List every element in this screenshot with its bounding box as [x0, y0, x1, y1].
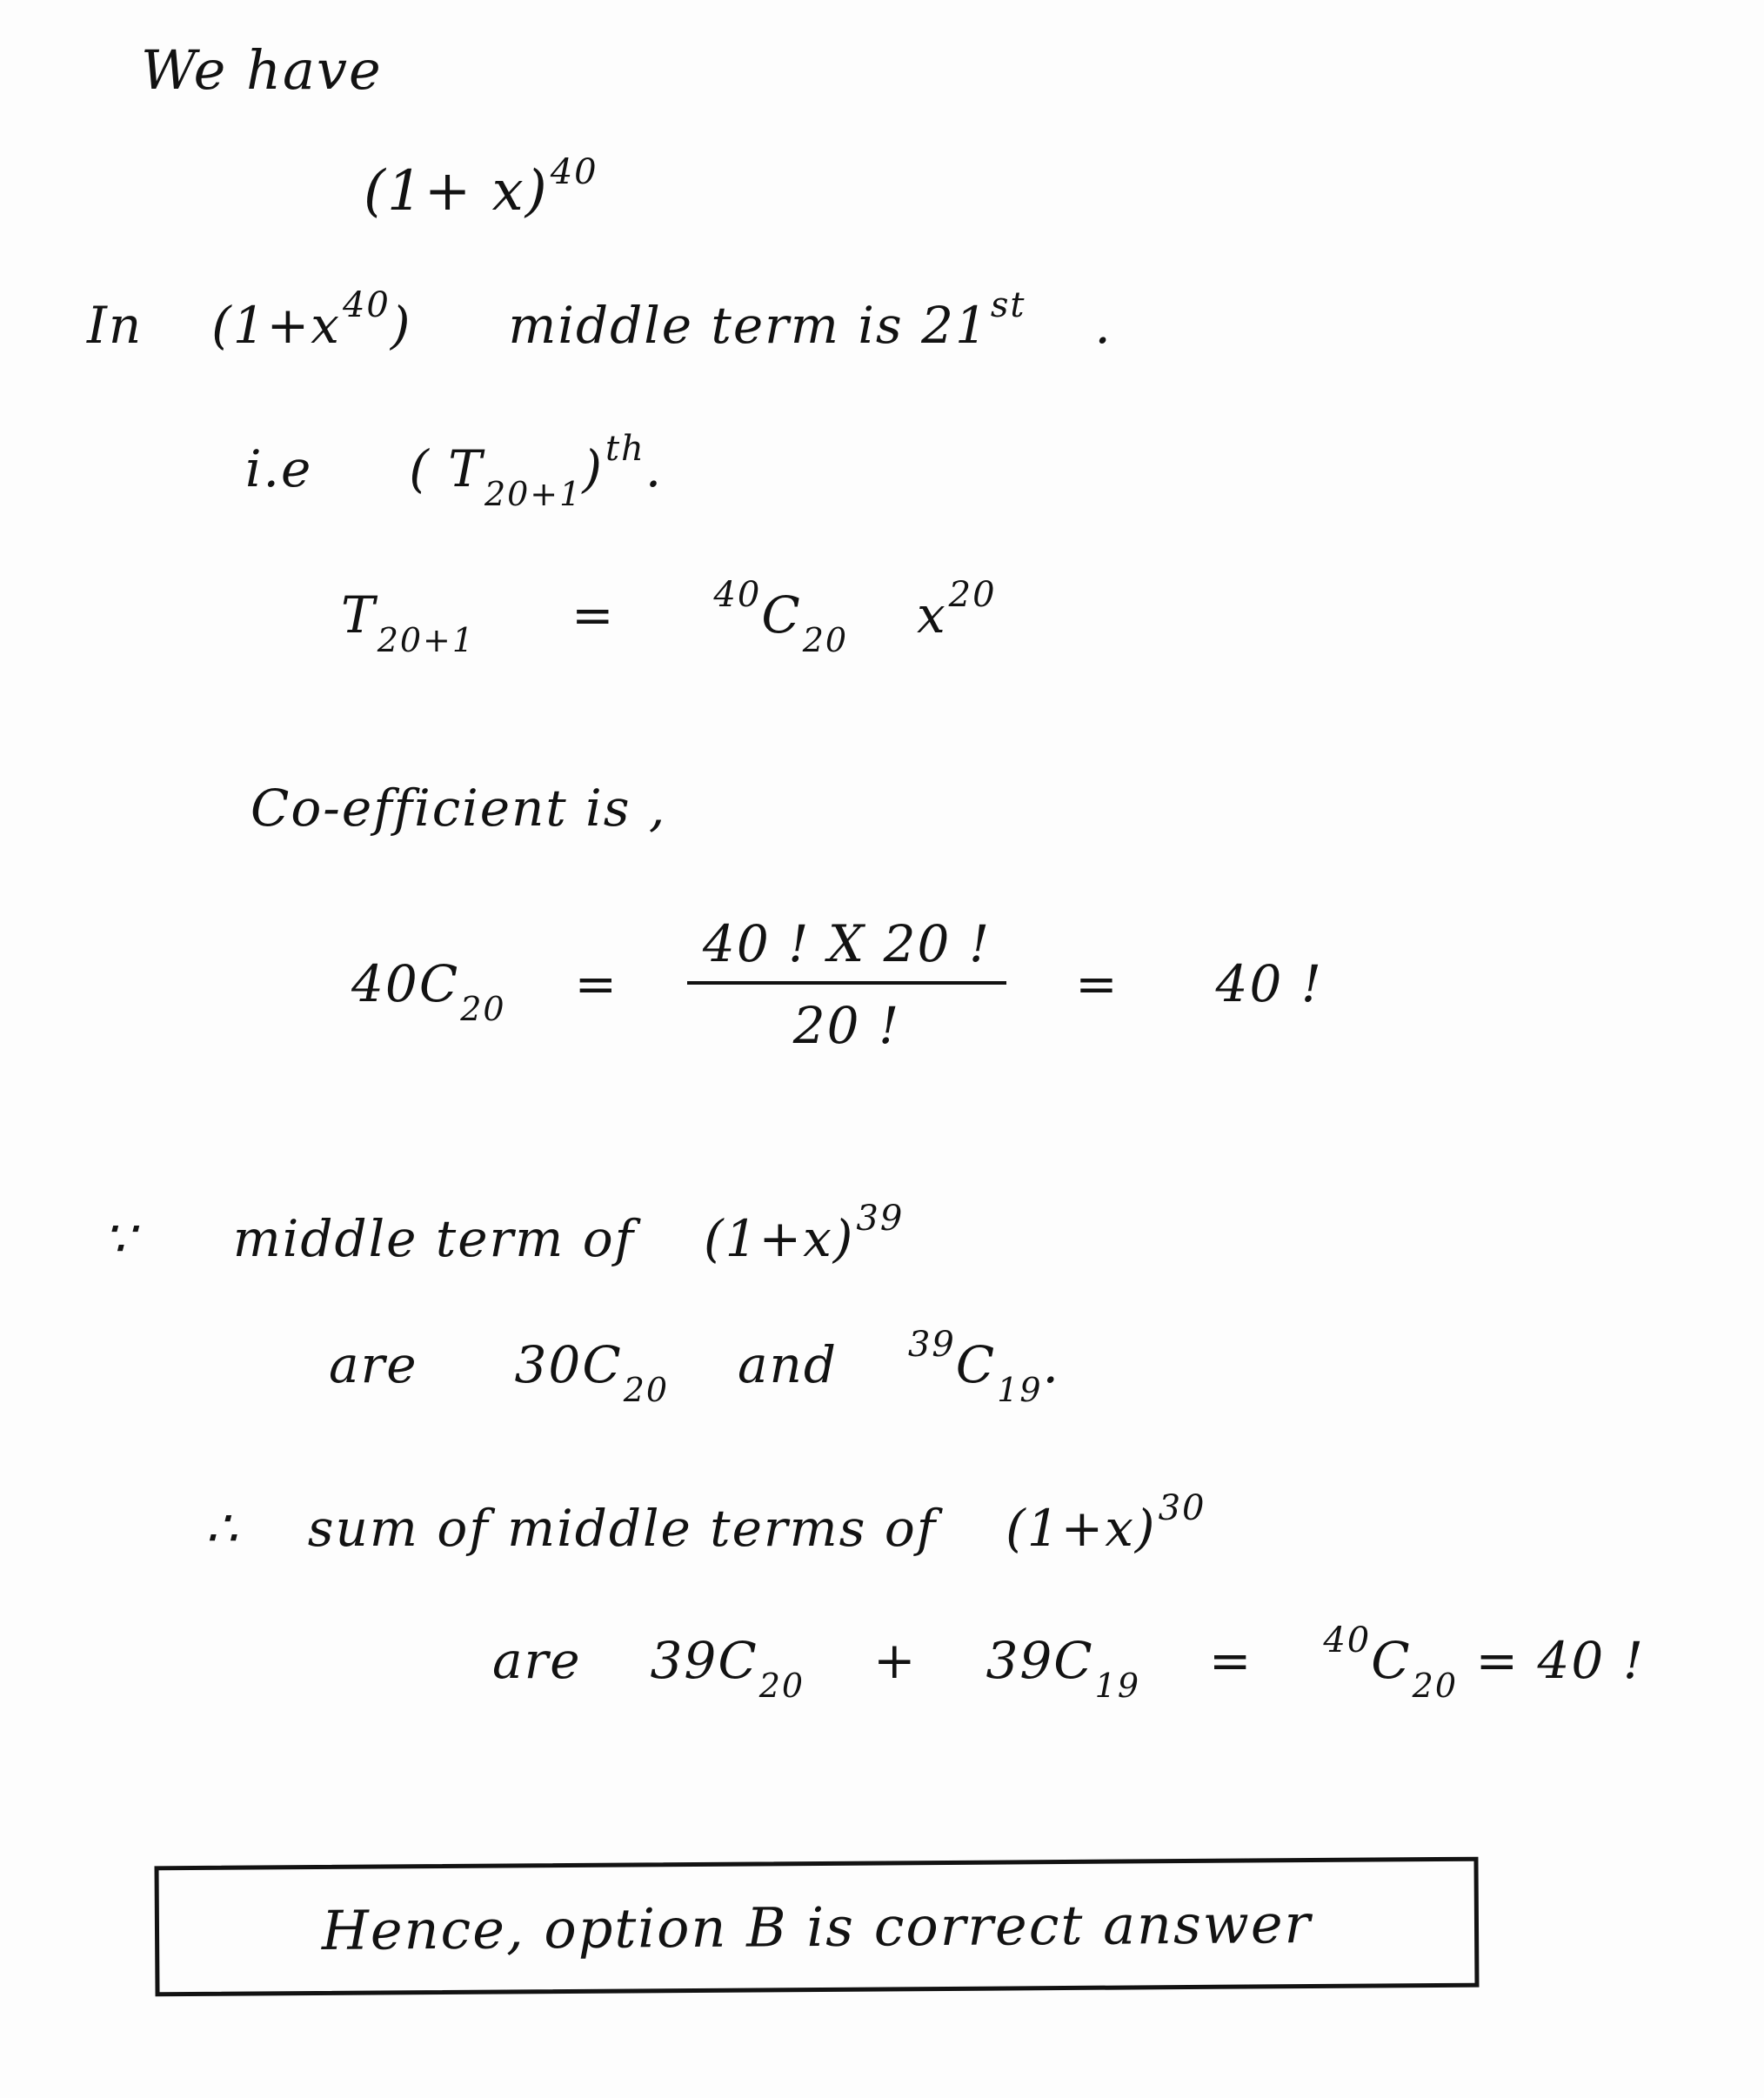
coefficient-label-text: Co-efficient is ,: [251, 778, 667, 838]
term-equals: =: [571, 585, 616, 645]
are-word: are: [329, 1335, 418, 1394]
sum-a-k: 20: [758, 1667, 805, 1705]
sum-equals-1: =: [1208, 1631, 1253, 1690]
therefore-expr: (1+x): [1006, 1499, 1157, 1558]
sum-a-C: C: [718, 1631, 758, 1690]
coefficient-equation: [351, 914, 1324, 1055]
term-T: T: [341, 585, 377, 645]
coefficient-label: [251, 778, 667, 838]
therefore-power: 30: [1158, 1488, 1206, 1528]
term-n: 40: [713, 575, 762, 615]
expression-base: (1+ x): [364, 159, 549, 224]
sum-c-C: C: [1371, 1631, 1412, 1690]
sum-equation: [492, 1620, 1646, 1705]
are-a-n: 30: [514, 1335, 583, 1394]
ie-term-statement: [245, 429, 664, 513]
ie-prefix: i.e: [245, 439, 313, 498]
ie-term-sub: 20+1: [484, 475, 583, 513]
coef-numerator: 40 ! X 20 !: [687, 919, 1006, 985]
because-expr: (1+x): [703, 1209, 855, 1268]
answer-box: [154, 1857, 1479, 1997]
coef-lhs-n: 40: [351, 954, 419, 1014]
in-expr-power: 40: [342, 285, 391, 325]
are-a-C: C: [582, 1335, 623, 1394]
coef-denominator: 20 !: [792, 996, 901, 1055]
in-expr-close: ): [390, 296, 412, 355]
expression-power: 40: [550, 152, 598, 192]
coef-lhs-k: 20: [460, 990, 506, 1029]
general-term-equation: [341, 575, 997, 659]
coef-lhs-C: C: [418, 954, 460, 1014]
in-end: .: [1094, 296, 1113, 355]
because-statement: [103, 1199, 905, 1268]
are-a-k: 20: [623, 1371, 670, 1409]
middle-terms-list: [329, 1325, 1060, 1409]
are-b-n: 39: [907, 1325, 956, 1365]
term-x-power: 20: [948, 575, 997, 615]
coef-equals-2: =: [1075, 954, 1119, 1014]
therefore-text: sum of middle terms of: [307, 1499, 938, 1558]
sum-b-n: 39: [986, 1631, 1054, 1690]
coef-fraction: [687, 914, 1006, 1055]
therefore-statement: [205, 1488, 1206, 1558]
term-C: C: [761, 585, 802, 645]
term-x: x: [916, 585, 947, 645]
sum-c-k: 20: [1412, 1667, 1459, 1705]
are-b-C: C: [955, 1335, 997, 1394]
therefore-symbol: ∴: [205, 1499, 239, 1558]
in-expr-base: (1+x: [211, 296, 341, 355]
are-and: and: [737, 1335, 839, 1394]
ie-term-close: ): [582, 439, 604, 498]
term-k: 20: [802, 621, 849, 659]
coef-equals-1: =: [574, 954, 619, 1014]
sum-plus: +: [872, 1631, 918, 1690]
sum-b-C: C: [1053, 1631, 1094, 1690]
ie-term-base: ( T: [409, 439, 484, 498]
ie-ordinal: th: [605, 429, 645, 469]
sum-equals-2: =: [1475, 1631, 1520, 1690]
coef-result: 40 !: [1215, 954, 1324, 1014]
because-symbol: ∵: [103, 1209, 137, 1268]
sum-result: 40 !: [1537, 1631, 1646, 1690]
sum-b-k: 19: [1094, 1667, 1140, 1705]
expression-1-plus-x-power: [364, 152, 598, 224]
in-prefix: In: [87, 296, 144, 355]
because-text: middle term of: [232, 1209, 636, 1268]
middle-term-statement: [87, 285, 1113, 355]
intro-text: [141, 38, 383, 102]
term-T-sub: 20+1: [377, 621, 476, 659]
sum-are-word: are: [492, 1631, 582, 1690]
because-power: 39: [856, 1199, 905, 1239]
in-text: middle term is 21: [508, 296, 989, 355]
in-ordinal: st: [990, 285, 1026, 325]
ie-end: .: [645, 439, 664, 498]
sum-c-n: 40: [1323, 1620, 1372, 1660]
are-end: .: [1042, 1335, 1060, 1394]
answer-text: Hence, option B is correct answer: [321, 1891, 1313, 1962]
intro-label: We have: [141, 38, 383, 102]
sum-a-n: 39: [650, 1631, 718, 1690]
are-b-k: 19: [997, 1371, 1043, 1409]
